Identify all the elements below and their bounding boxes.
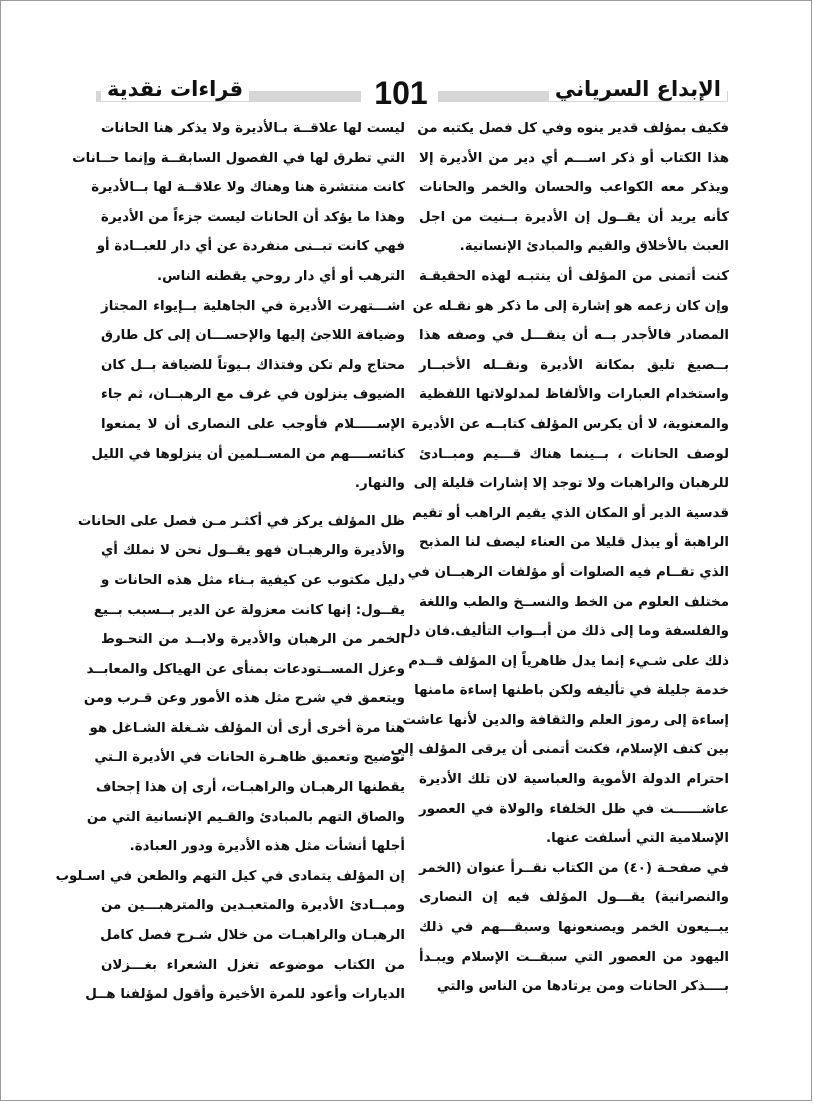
paragraph (390, 262, 729, 854)
paragraph (419, 114, 729, 262)
paragraph (55, 862, 405, 1010)
text-line: كانت منتشرة هنا وهناك ولا علاقــة لها بــالأديرة (91, 180, 405, 196)
text-line: الذي تقــام فيه الصلوات أو مؤلفات الرهبــان في (407, 564, 729, 580)
text-column-right (390, 114, 729, 1002)
text-line: توضيح وتعميق ظاهـرة الحانات في الأديرة الـتي (94, 750, 405, 766)
text-line: واستخدام العبارات والألفاظ لمدلولاتها اللفظية (419, 387, 729, 403)
text-line: العبث بالأخلاق والقيم والمبادئ الإنسانية. (459, 239, 729, 255)
text-line: دليل مكتوب عن كيفية بـناء مثل هذه الحانات و (101, 572, 405, 588)
paragraph (77, 507, 405, 862)
text-line: الرهبـان والراهبـات من خلال شـرح فصل كامل (100, 928, 405, 944)
text-line: الديارات وأعود للمرة الأخيرة وأقول لمؤلفنا هــل (85, 987, 405, 1003)
magazine-title: الإبداع السرياني (549, 77, 727, 101)
text-line: هذا الكتاب أو ذكر اســـم أي دير من الأديرة إلا (419, 150, 729, 166)
text-line: محتاج ولم تكن وفتذاك بـيوتاً للضيافة بــل كان (101, 357, 405, 373)
text-line: يقــول: إنها كانت معزولة عن الدير بــسبب بــيع (93, 602, 405, 618)
text-line: كأنه يريد أن يقــول إن الأديرة بــنيت من اجل (419, 209, 729, 225)
section-title: قراءات نقدية (101, 77, 249, 101)
text-line: في صفحـة (٤٠) من الكتاب نقــرأ عنوان (الخمر (419, 860, 729, 876)
text-line: يبــيعون الخمر ويصنعونها وسبقـــهم في ذلك (419, 920, 729, 936)
text-line: لوصف الحانات ، بــينما هناك قـــيم ومبــادئ (419, 446, 729, 462)
page-number: 101 (374, 75, 428, 111)
text-line: إساءة إلى رموز العلم والثقافة والدين لأنها عاشت (402, 712, 729, 728)
text-line: فهي كانت تبــنى منفردة عن أي دار للعبــادة أو (96, 239, 405, 255)
text-line: اليهود من العصور التي سبقــت الإسلام ويبـدأ (419, 949, 729, 965)
text-line: بــــذكر الحانات ومن يرتادها من الناس والتي (436, 979, 729, 995)
text-line: الضيوف ينزلون في غرف مع الرهبــان، ثم جاء (101, 387, 405, 403)
text-line: هنا مرة أخرى أرى أن المؤلف شـغلة الشـاغل هو (89, 720, 405, 736)
paragraph (419, 854, 729, 1002)
text-line: والصاق التهم بالمبادئ والقـيم الإنسانية التي من (86, 809, 405, 825)
text-line: الإسلامية التي أسلفت عنها. (546, 831, 729, 847)
text-line: إن المؤلف يتمادى في كيل التهم والطعن في اسـلوب (55, 868, 405, 884)
text-line: ليست لها علاقــة بـالأديرة ولا يذكر هنا الحانات (101, 121, 405, 136)
text-line: التي تطرق لها في الفصول السابقــة وإنما حــانات (72, 150, 405, 166)
text-line: وعزل المســتودعات بمنأى عن الهياكل والمعابــد (86, 661, 405, 677)
text-line: والنهار. (354, 476, 405, 492)
text-line: كنت أتمنى من المؤلف أن ينتبـه لهذه الحقيقـة (419, 268, 729, 284)
text-line: مختلف العلوم من الخط والنســخ والطب واللغة (419, 594, 729, 610)
text-line: الترهب أو أي دار روحي يقطنه الناس. (157, 268, 405, 284)
text-line: يقطنها الرهبـان والراهبـات، أرى إن هذا إجحاف (95, 780, 405, 796)
text-line: والأديرة والرهبـان فهو يقــول نحن لا نملك أي (101, 543, 405, 559)
text-line: الخمر من الرهبان والأديرة ولابــد من التحـوط (101, 632, 405, 648)
text-line: وهذا ما يؤكد أن الحانات ليست جزءاً من الأديرة (100, 209, 405, 225)
text-line: ظل المؤلف يركز في أكثـر مـن فصل على الحانات (77, 513, 405, 529)
text-line: خدمة جليلة في تأليفه ولكن باطنها إساءة مامنها (414, 683, 729, 699)
text-line: بين كنف الإسلام، فكنت أتمنى أن يرقى المؤلف إلى (390, 742, 729, 758)
text-line: ذلك على شـيء إنما يدل ظاهرياً إن المؤلف قــدم (408, 653, 729, 669)
text-line: المصادر فالأجدر بــه أن ينقـــل في وصفه هذا (419, 328, 729, 344)
text-line: بــصيغ تليق بمكانة الأديرة ونقــله الأخبــار (419, 357, 729, 373)
text-line: عاشــــــت في ظل الخلفاء والولاة في العصور (419, 801, 729, 817)
text-line: وضيافة اللاجئ إليها والإحســـان إلى كل طارق (101, 328, 405, 344)
text-line: كنائســــهم من المســلمين أن ينزلوها في الليل (91, 446, 405, 462)
text-line: فكيف بمؤلف قدير ينوه وفي كل فصل يكتبه من (417, 121, 729, 136)
text-line: والنصرانية) يقـــول المؤلف فيه إن النصارى (419, 890, 729, 906)
text-line: للرهبان والراهبات ولا توجد إلا إشارات قليلة إلى (413, 476, 729, 492)
text-line: اشـــتهرت الأديرة في الجاهلية بــإيواء المجتاز (101, 298, 405, 314)
text-line: ويتعمق في شرح مثل هذه الأمور وعن قـرب ومن (83, 691, 405, 707)
text-line: وإن كان زعمه هو إشارة إلى ما ذكر هو نقـله عن (412, 298, 729, 314)
text-line: قدسية الدير أو المكان الذي يقيم الراهب أو تقيم (412, 505, 729, 521)
text-line: الراهبة أو يبذل قليلا من العناء ليصف لنا المذبح (419, 535, 729, 551)
text-line: ويذكر معه الكواعب والحسان والخمر والحانات (419, 180, 729, 196)
text-line: والفلسفة وما إلى ذلك من أبــواب التأليف.فان دل (401, 624, 729, 640)
paragraph (91, 292, 405, 499)
paragraph-gap (101, 499, 405, 507)
text-line: احترام الدولة الأموية والعباسية لان تلك الأديرة (419, 772, 729, 788)
text-line: أجلها أنشأت مثل هذه الأديرة ودور العبادة. (129, 839, 405, 855)
text-line: ومبــادئ الأديرة والمتعبـدين والمترهبـــين من (101, 898, 405, 914)
paragraph (72, 114, 405, 292)
text-line: الإســـــلام فأوجب على النصارى أن لا يمنعوا (101, 416, 405, 432)
text-column-left (55, 114, 405, 1010)
text-line: من الكتاب موضوعه تغزل الشعراء بغـــزلان (101, 957, 405, 973)
text-line: والمعنوية، لا أن يكرس المؤلف كتابــه عن الأديرة (411, 416, 729, 432)
